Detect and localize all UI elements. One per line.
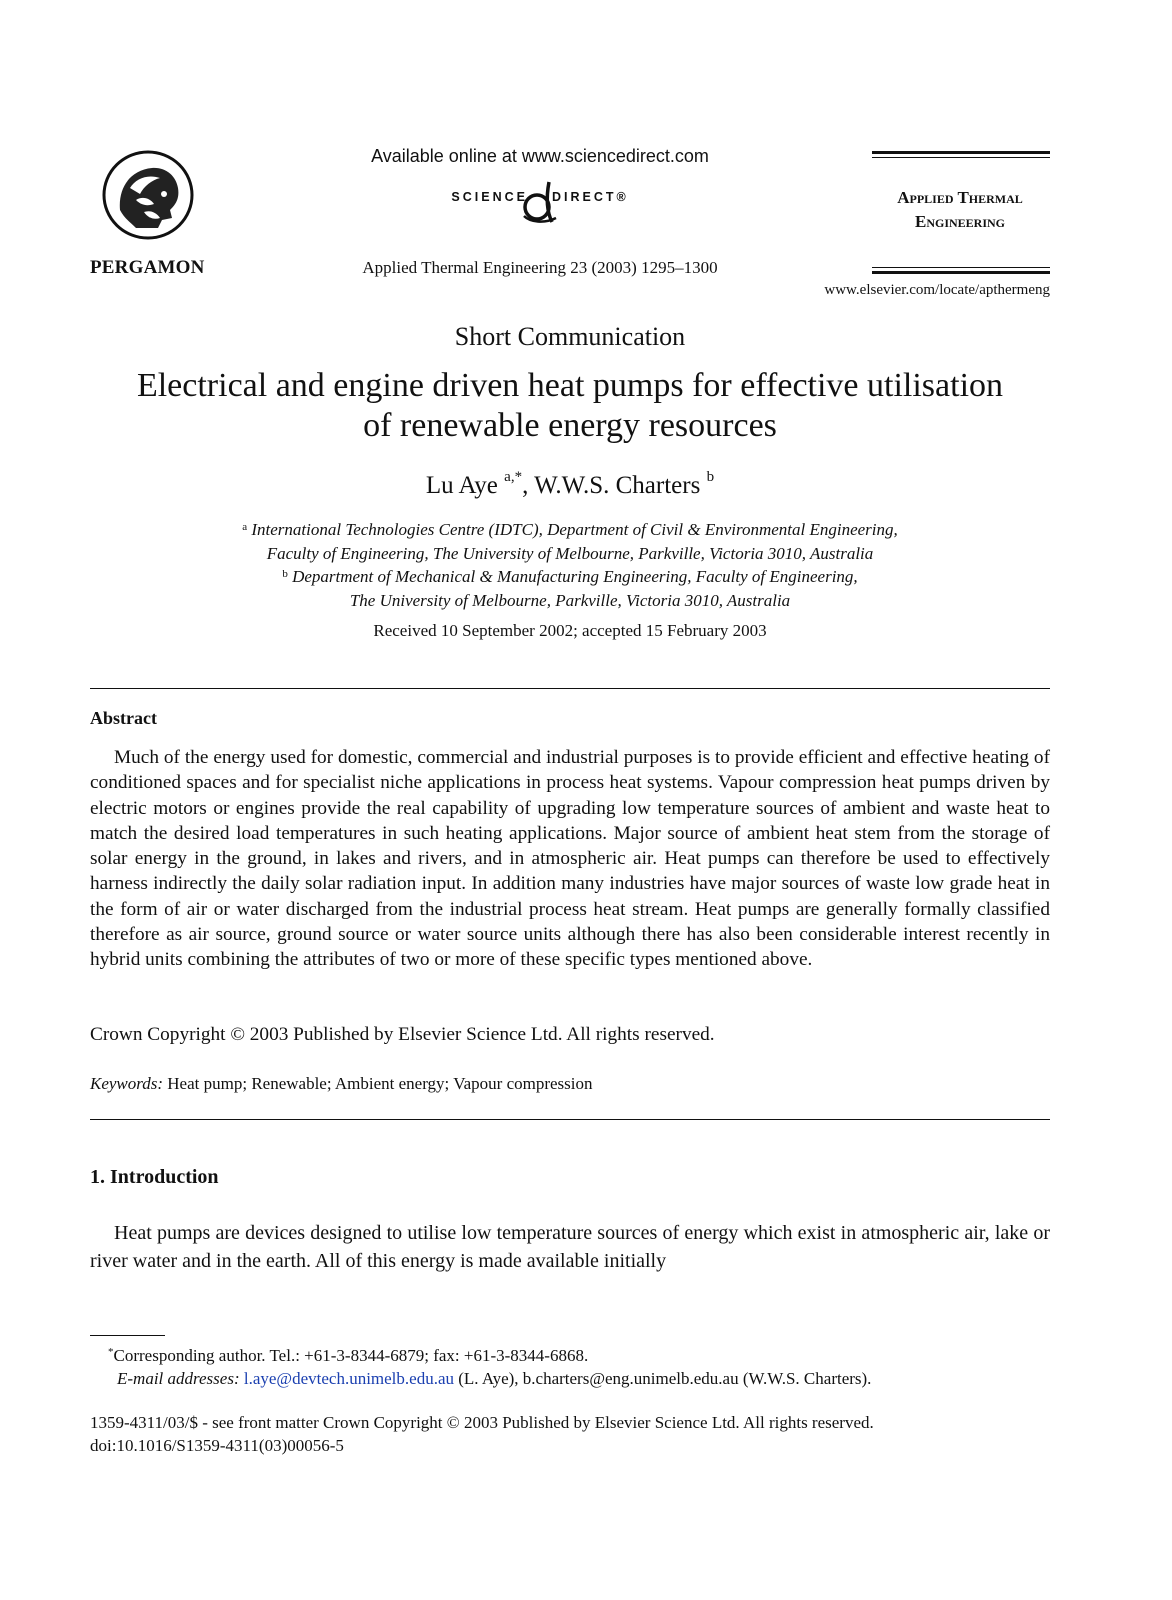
abstract-heading: Abstract bbox=[90, 708, 157, 728]
received-dates: Received 10 September 2002; accepted 15 February 2003 bbox=[373, 621, 767, 640]
affiliation-a-mark: a bbox=[242, 521, 248, 533]
email-label: E-mail addresses: bbox=[117, 1369, 240, 1388]
corresponding-text: Corresponding author. Tel.: +61-3-8344-6879; fax: +61-3-8344-6868. bbox=[113, 1346, 589, 1365]
journal-citation: Applied Thermal Engineering 23 (2003) 1295–1300 bbox=[362, 258, 718, 277]
email-link-aye[interactable]: l.aye@devtech.unimelb.edu.au bbox=[243, 1369, 454, 1388]
keywords-label: Keywords: bbox=[90, 1074, 164, 1093]
sciencedirect-left-word: SCIENCE bbox=[451, 190, 528, 204]
journal-rule-bottom-thick bbox=[872, 271, 1050, 274]
journal-url-link[interactable]: www.elsevier.com/locate/apthermeng bbox=[824, 282, 1050, 298]
affiliation-b-line1 bbox=[90, 565, 1050, 589]
doi[interactable]: doi:10.1016/S1359-4311(03)00056-5 bbox=[90, 1436, 344, 1455]
author-1-affiliation-mark: a,* bbox=[504, 469, 523, 485]
affiliation-a-text: International Technologies Centre (IDTC), Department of Civil & Environmental Engineering, bbox=[247, 520, 898, 539]
author-2-affiliation-mark: b bbox=[706, 469, 715, 485]
author-2[interactable]: , W.W.S. Charters bbox=[522, 472, 707, 499]
publisher-name: PERGAMON bbox=[90, 257, 205, 278]
pergamon-logo-icon bbox=[100, 148, 200, 243]
affiliation-a-line2: Faculty of Engineering, The University of Melbourne, Parkville, Victoria 3010, Australia bbox=[266, 543, 874, 563]
affiliation-a-line1 bbox=[90, 518, 1050, 542]
available-online-text: Available online at www.sciencedirect.com bbox=[371, 146, 709, 166]
keywords bbox=[90, 1074, 593, 1094]
sciencedirect-logo bbox=[330, 176, 750, 224]
journal-rule-top-thin bbox=[872, 157, 1050, 158]
front-matter-issn: 1359-4311/03/$ - see front matter Crown Copyright © 2003 Published by Elsevier Science Ltd. All rights reserved. bbox=[90, 1413, 874, 1432]
sciencedirect-right-word: DIRECT® bbox=[552, 190, 629, 204]
journal-rule-bottom-thin bbox=[872, 267, 1050, 268]
abstract-body bbox=[90, 745, 1050, 973]
introduction-heading: 1. Introduction bbox=[90, 1166, 219, 1188]
introduction-body bbox=[90, 1219, 1050, 1275]
section-type: Short Communication bbox=[454, 322, 686, 351]
abstract-copyright: Crown Copyright © 2003 Published by Elsevier Science Ltd. All rights reserved. bbox=[90, 1024, 715, 1045]
footnote-star: * bbox=[108, 1346, 114, 1358]
email-owner-charters: (W.W.S. Charters). bbox=[738, 1369, 872, 1388]
keywords-list: Heat pump; Renewable; Ambient energy; Vapour compression bbox=[163, 1074, 593, 1093]
abstract-top-rule bbox=[90, 688, 1050, 689]
email-owner-aye: (L. Aye), bbox=[454, 1369, 523, 1388]
email-charters[interactable]: b.charters@eng.unimelb.edu.au bbox=[522, 1369, 739, 1388]
journal-name-line1: Applied Thermal bbox=[897, 188, 1023, 207]
footnote-rule bbox=[90, 1335, 165, 1336]
affiliation-b-line2: The University of Melbourne, Parkville, Victoria 3010, Australia bbox=[349, 590, 791, 610]
author-list bbox=[0, 469, 1140, 500]
affiliation-b-text: Department of Mechanical & Manufacturing Engineering, Faculty of Engineering, bbox=[287, 567, 858, 586]
abstract-text: Much of the energy used for domestic, commercial and industrial purposes is to provide efficient and effective heating of conditioned spaces and for specialist niche applications in process heat systems. Vapour compression heat pumps driven by electric motors or engines provide the real capability of upgrading low temperature sources of ambient and waste heat to match the desired load temperatures in such heating applications. Major source of ambient heat stem from the storage of solar energy in the ground, in lakes and rivers, and in atmospheric air. Heat pumps can therefore be used to effectively harness indirectly the daily solar radiation input. In addition many industries have major sources of waste low grade heat in the form of air or water discharged from the industrial process heat stream. Heat pumps are generally formally classified therefore as air source, ground source or water source units although there has also been considerable interest recently in hybrid units combining the attributes of two or more of these specific types mentioned above. bbox=[90, 747, 1050, 971]
journal-name bbox=[860, 186, 1060, 234]
corresponding-author-footnote bbox=[108, 1346, 588, 1366]
author-1[interactable]: Lu Aye bbox=[425, 472, 505, 499]
affiliations bbox=[90, 518, 1050, 612]
journal-name-line2: Engineering bbox=[914, 212, 1006, 231]
abstract-bottom-rule bbox=[90, 1119, 1050, 1120]
email-footnote bbox=[117, 1369, 871, 1389]
affiliation-b-mark: b bbox=[282, 568, 288, 580]
journal-rule-top-thick bbox=[872, 151, 1050, 154]
article-title: Electrical and engine driven heat pumps for effective utilisation of renewable energy resources bbox=[136, 367, 1004, 444]
introduction-text: Heat pumps are devices designed to utilise low temperature sources of energy which exist in atmospheric air, lake or river water and in the earth. All of this energy is made available initially bbox=[90, 1222, 1050, 1272]
